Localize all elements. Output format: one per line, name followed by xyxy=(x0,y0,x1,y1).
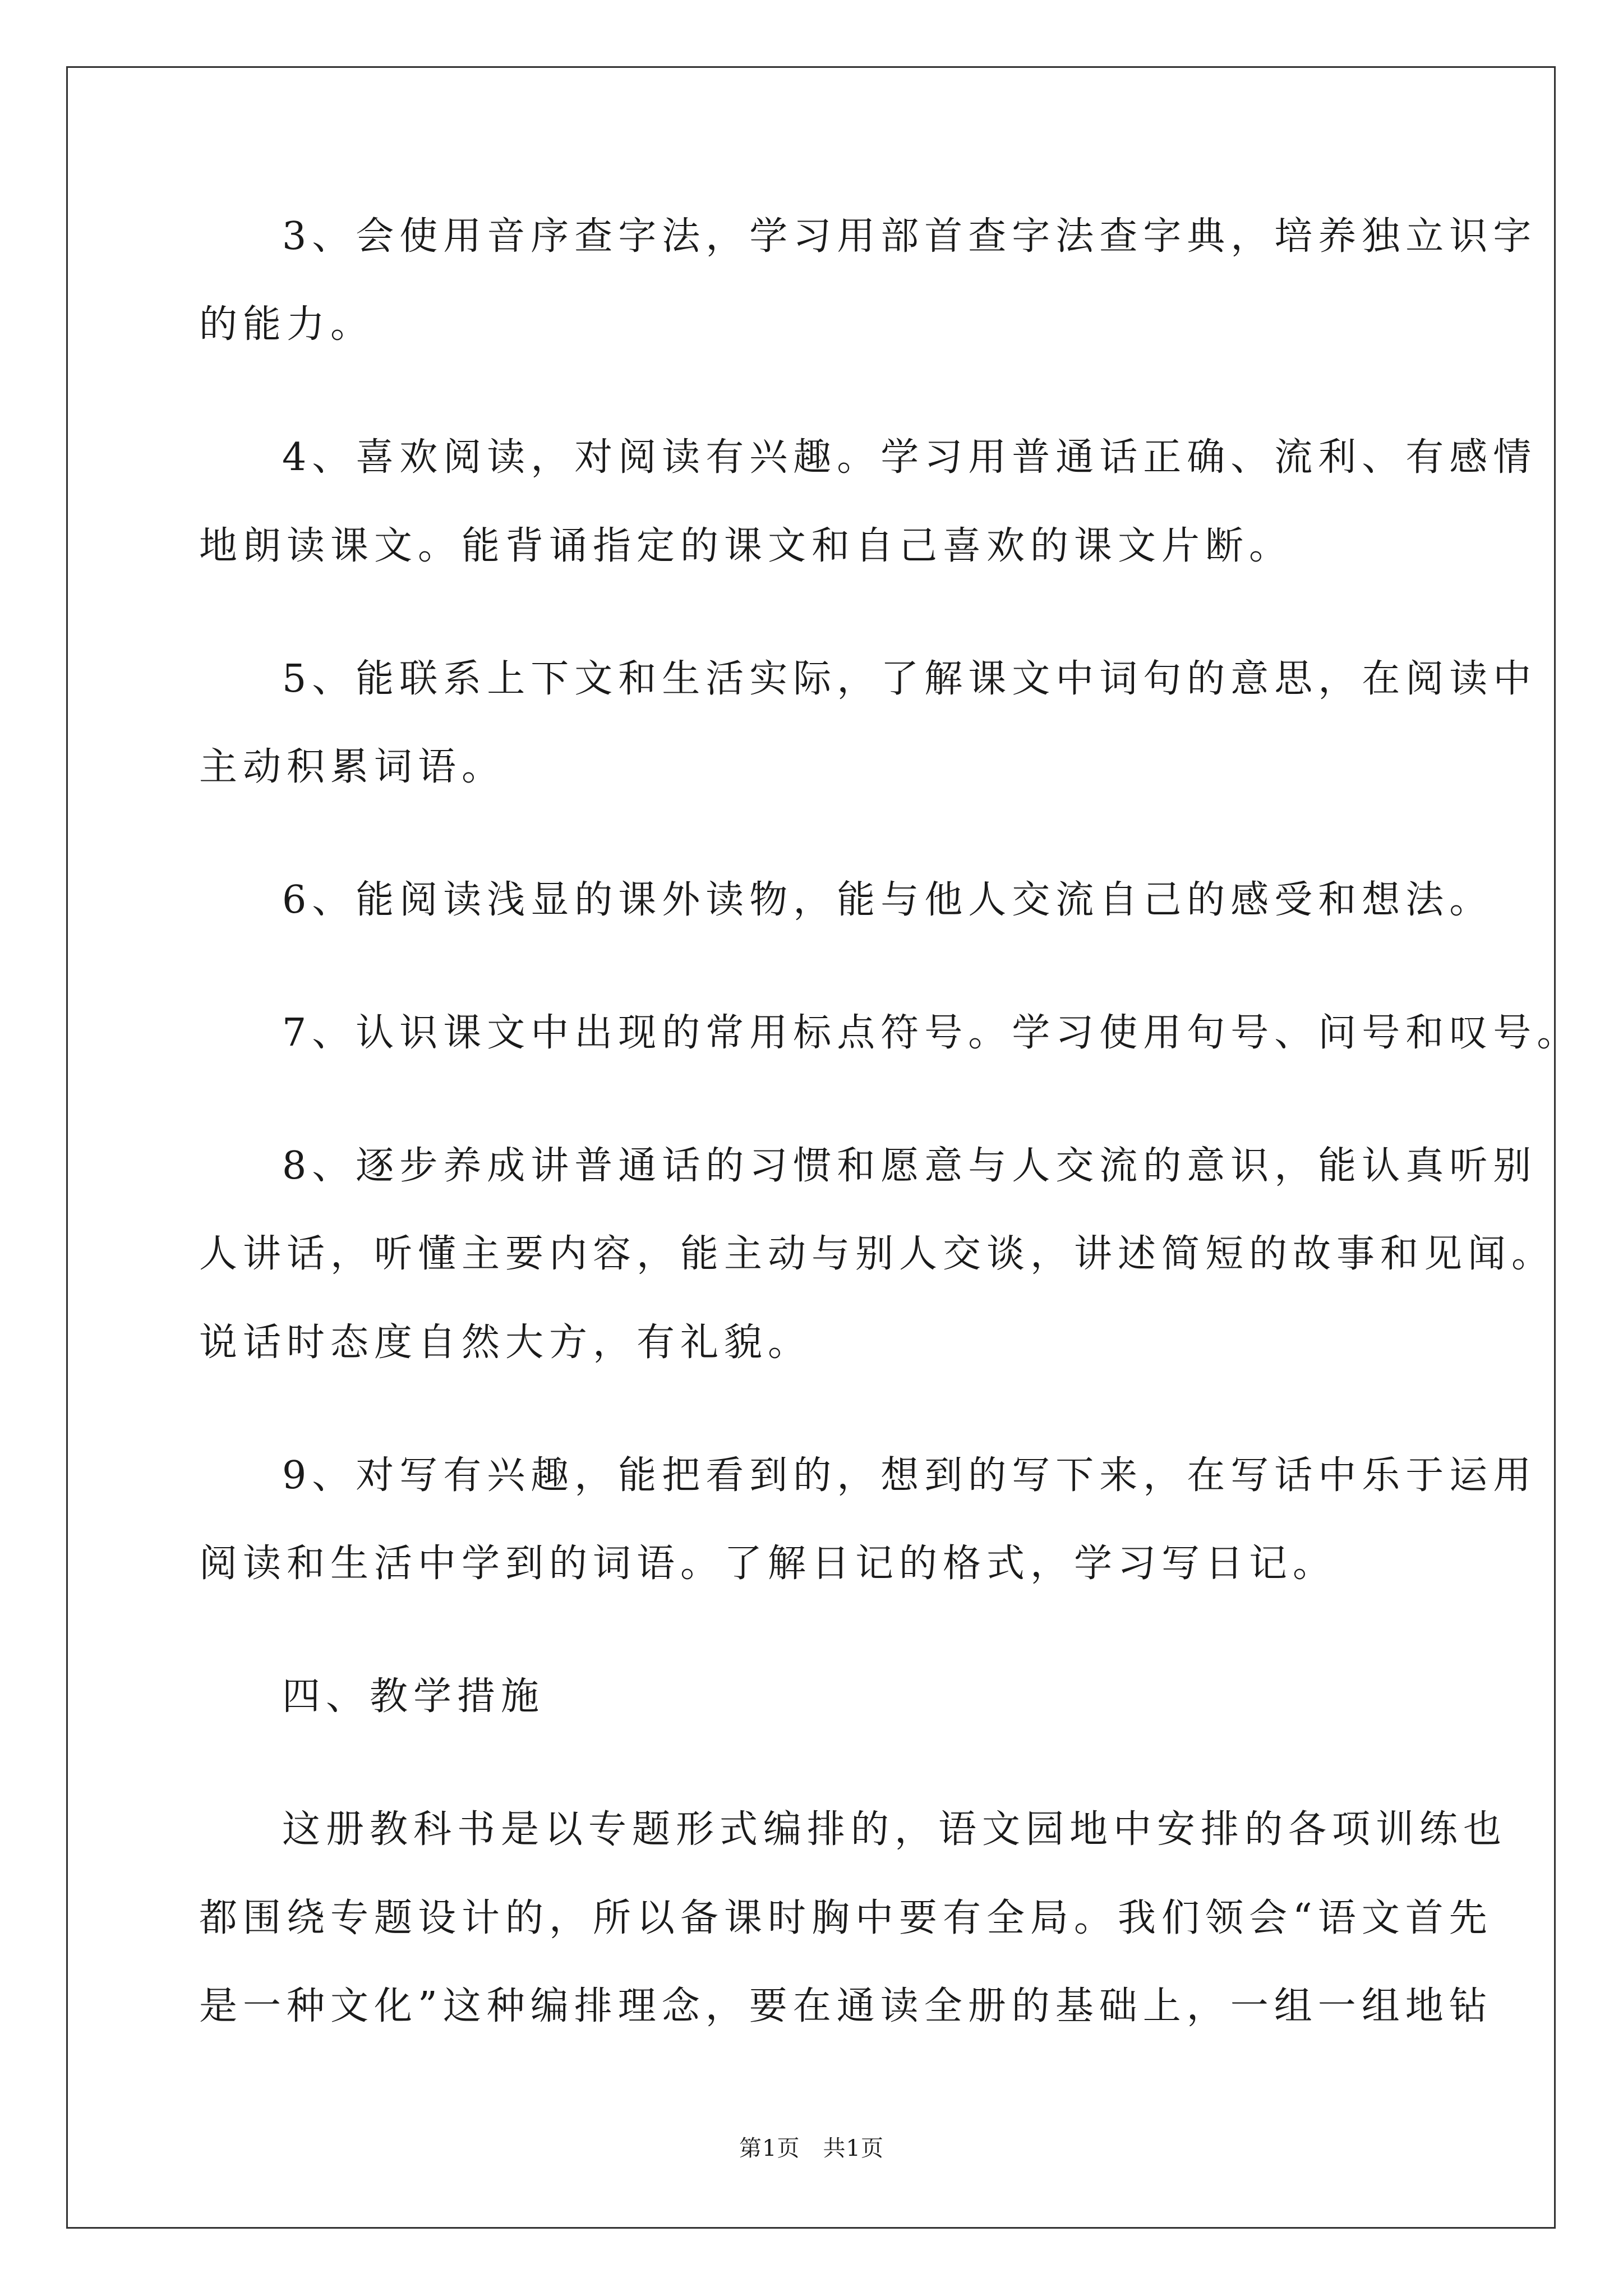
paragraph-line: 人讲话，听懂主要内容，能主动与别人交谈，讲述简短的故事和见闻。 xyxy=(199,1232,1556,1276)
paragraph-line: 9、对写有兴趣，能把看到的，想到的写下来，在写话中乐于运用 xyxy=(282,1453,1537,1498)
paragraph-line: 4、喜欢阅读，对阅读有兴趣。学习用普通话正确、流利、有感情 xyxy=(282,435,1537,480)
paragraph-line: 8、逐步养成讲普通话的习惯和愿意与人交流的意识，能认真听别 xyxy=(282,1144,1537,1188)
paragraph-line: 都围绕专题设计的，所以备课时胸中要有全局。我们领会“语文首先 xyxy=(199,1896,1493,1940)
paragraph-line: 地朗读课文。能背诵指定的课文和自己喜欢的课文片断。 xyxy=(199,524,1293,568)
paragraph-line: 这册教科书是以专题形式编排的，语文园地中安排的各项训练也 xyxy=(282,1807,1507,1852)
page-number-footer: 第1页 共1页 xyxy=(739,2136,884,2161)
paragraph-line: 说话时态度自然大方，有礼貌。 xyxy=(199,1320,812,1365)
paragraph-line: 是一种文化”这种编排理念，要在通读全册的基础上，一组一组地钻 xyxy=(199,1984,1493,2028)
paragraph-line: 3、会使用音序查字法，学习用部首查字法查字典，培养独立识字 xyxy=(282,214,1537,259)
paragraph-line: 6、能阅读浅显的课外读物，能与他人交流自己的感受和想法。 xyxy=(282,878,1493,922)
section-heading: 四、教学措施 xyxy=(282,1674,545,1719)
paragraph-line: 阅读和生活中学到的词语。了解日记的格式，学习写日记。 xyxy=(199,1542,1337,1586)
paragraph-line: 主动积累词语。 xyxy=(199,745,506,789)
paragraph-line: 的能力。 xyxy=(199,302,375,347)
paragraph-line: 7、认识课文中出现的常用标点符号。学习使用句号、问号和叹号。 xyxy=(282,1011,1581,1055)
paragraph-line: 5、能联系上下文和生活实际，了解课文中词句的意思，在阅读中 xyxy=(282,657,1537,701)
